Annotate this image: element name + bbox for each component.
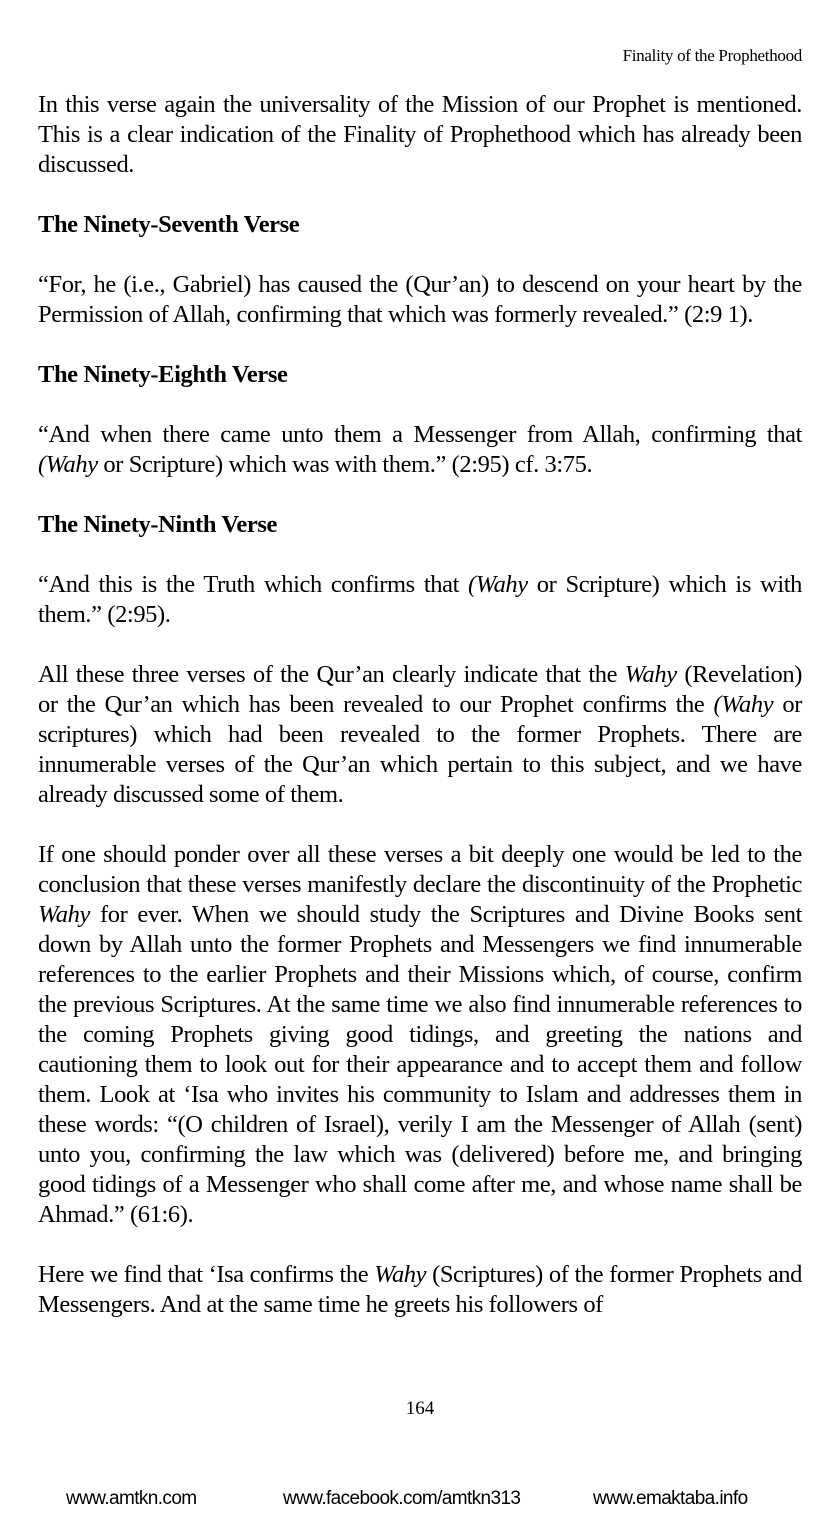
footer-link-amtkn[interactable]: www.amtkn.com bbox=[66, 1488, 197, 1509]
paragraph: In this verse again the universality of the Mission of our Prophet is mentioned. This is a clear indication of the Finality of Prophethood which has already been discussed. bbox=[38, 91, 802, 178]
paragraph bbox=[38, 420, 802, 480]
section-heading: The Ninety-Ninth Verse bbox=[38, 511, 277, 538]
text-run: “And when there came unto them a Messenger from Allah, confirming that bbox=[38, 421, 802, 448]
italic-term: Wahy bbox=[374, 1261, 427, 1288]
italic-term: (Wahy bbox=[713, 691, 774, 718]
italic-term: Wahy bbox=[624, 661, 677, 688]
paragraph: “For, he (i.e., Gabriel) has caused the (Qur’an) to descend on your heart by the Permission of Allah, confirming that which was formerly revealed.” (2:9 1). bbox=[38, 271, 802, 328]
italic-term: (Wahy bbox=[468, 571, 528, 598]
footer-link-emaktaba[interactable]: www.emaktaba.info bbox=[593, 1488, 748, 1509]
paragraph bbox=[38, 840, 802, 1230]
running-header: Finality of the Prophethood bbox=[622, 46, 802, 65]
text-run: All these three verses of the Qur’an clearly indicate that the bbox=[38, 661, 625, 688]
text-run: or Scripture) which was with them.” (2:95) cf. 3:75. bbox=[97, 451, 593, 478]
text-run: (Revelation) or the Qur’an which has been revealed to our Prophet confirms the bbox=[38, 661, 802, 718]
text-run: “And this is the Truth which confirms that bbox=[38, 571, 469, 598]
text-run: or Scripture) which is with them.” (2:95). bbox=[38, 571, 802, 628]
text-run: (Scriptures) of the former Prophets and Messengers. And at the same time he greets his followers of bbox=[38, 1261, 803, 1318]
section-heading: The Ninety-Seventh Verse bbox=[38, 211, 300, 238]
italic-term: Wahy bbox=[38, 901, 90, 928]
section-heading: The Ninety-Eighth Verse bbox=[38, 361, 288, 388]
page-number: 164 bbox=[405, 1398, 435, 1419]
text-run: or scriptures) which had been revealed to the former Prophets. There are innumerable verses of the Qur’an which pertain to this subject, and we have already discussed some of them. bbox=[38, 691, 802, 808]
italic-term: (Wahy bbox=[38, 451, 98, 478]
text-run: for ever. When we should study the Scriptures and Divine Books sent down by Allah unto the former Prophets and Messengers we find innumerable references to the earlier Prophets and their Missions which, of course, confirm the previous Scriptures. At the same time we also find innumerable references to the coming Prophets giving good tidings, and greeting the nations and cautioning them to look out for their appearance and to accept them and follow them. Look at ‘Isa who invites his community to Islam and addresses them in these words: “(O children of Israel), verily I am the Messenger of Allah (sent) unto you, confirming the law which was (delivered) before me, and bringing good tidings of a Messenger who shall come after me, and whose name shall be Ahmad.” (61:6). bbox=[38, 901, 802, 1228]
page-body bbox=[38, 90, 802, 1320]
paragraph bbox=[38, 660, 802, 810]
text-run: Here we find that ‘Isa confirms the bbox=[38, 1261, 375, 1288]
paragraph bbox=[38, 570, 802, 630]
paragraph bbox=[38, 1260, 802, 1320]
footer-link-facebook[interactable]: www.facebook.com/amtkn313 bbox=[283, 1488, 521, 1509]
text-run: If one should ponder over all these verses a bit deeply one would be led to the conclusion that these verses manifestly declare the discontinuity of the Prophetic bbox=[38, 841, 802, 898]
